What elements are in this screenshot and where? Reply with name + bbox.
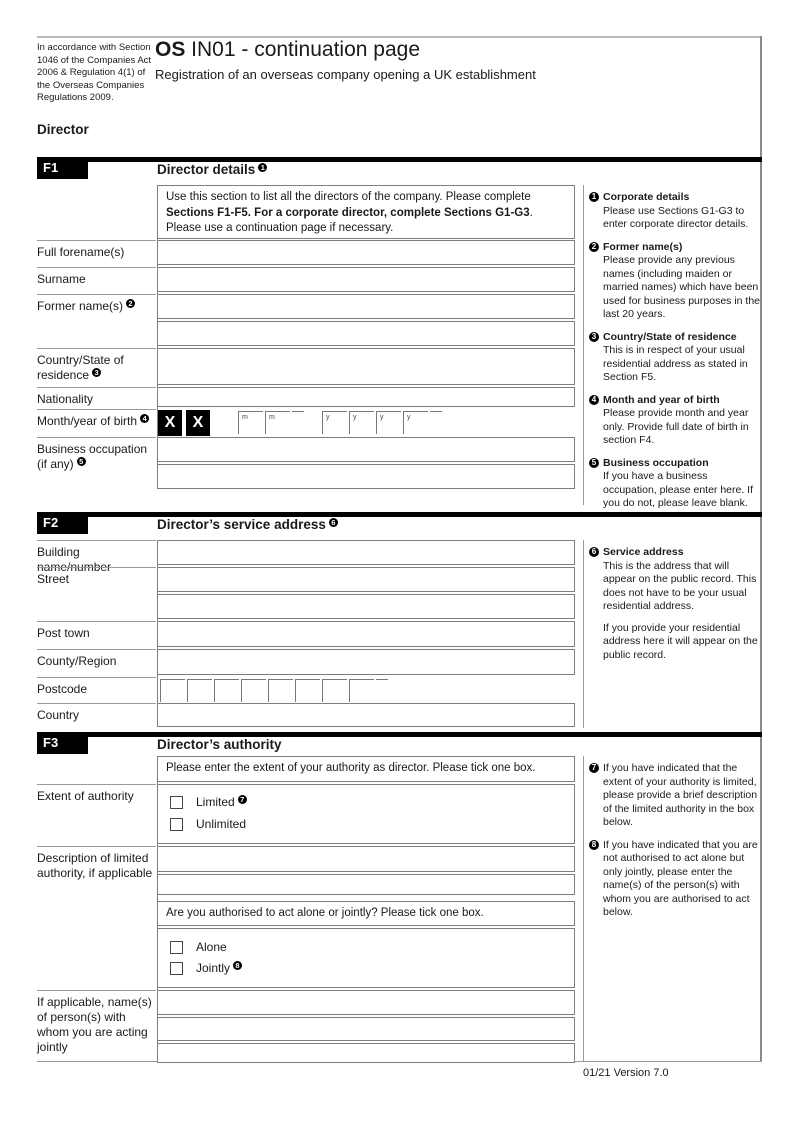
extent-options-box: [157, 784, 575, 844]
county-input[interactable]: [157, 649, 575, 675]
country-input[interactable]: [157, 703, 575, 727]
note-ref-6: 6: [329, 518, 338, 527]
note-4-number: 4: [589, 395, 599, 405]
unlimited-checkbox[interactable]: [170, 818, 183, 831]
postcode-cells: [160, 679, 388, 702]
limited-option: [170, 795, 247, 809]
postcode-cell-6[interactable]: [295, 679, 320, 702]
note-ref-4: 4: [140, 414, 149, 423]
form-title-rest: IN01 - continuation page: [185, 38, 421, 61]
f1-intro-part3: . Please use a continuation page if necessary.: [166, 206, 533, 234]
note-6-body2: If you provide your residential address here it will appear on the public record.: [603, 621, 758, 661]
note-3-title: Country/State of residence: [603, 330, 737, 343]
note-business-occupation: [589, 457, 760, 511]
country-residence-label: [37, 348, 156, 383]
dob-year-cell-2[interactable]: y: [349, 411, 374, 434]
note-7-number: 7: [589, 763, 599, 773]
note-ref-8: 8: [233, 961, 242, 970]
description-label: Description of limited authority, if applicable: [37, 846, 156, 881]
nationality-input[interactable]: [157, 387, 575, 407]
note-2-title: Former name(s): [603, 240, 683, 253]
note-2-body: Please provide any previous names (including maiden or married names) which have been used for business purposes in the last 20 years.: [603, 254, 761, 320]
section-f2-bar: [37, 512, 762, 517]
former-names-input-1[interactable]: [157, 294, 575, 319]
postcode-label: Postcode: [37, 677, 156, 697]
note-2-number: 2: [589, 242, 599, 252]
f1-intro-part2: Sections F1-F5. For a corporate director, complete Sections G1-G3: [166, 206, 530, 219]
dob-month-cell-1[interactable]: m: [238, 411, 263, 434]
section-f2-title: [157, 513, 338, 535]
dob-label-text: Month/year of birth: [37, 414, 138, 428]
note-1-title: Corporate details: [603, 191, 690, 203]
joint-names-label: If applicable, name(s) of person(s) with whom you are acting jointly: [37, 990, 156, 1055]
form-code: OS: [155, 38, 186, 61]
note-service-address: [589, 546, 760, 662]
f1-notes-column: [583, 185, 762, 509]
section-f2-badge: F2: [37, 512, 88, 534]
postcode-cell-5[interactable]: [268, 679, 293, 702]
country-residence-label-text: Country/State of residence: [37, 353, 124, 382]
extent-label: Extent of authority: [37, 784, 156, 804]
note-ref-2: 2: [126, 299, 135, 308]
note-ref-5: 5: [77, 457, 86, 466]
note-6-body: This is the address that will appear on the public record. This does not have to be your usual residential address.: [603, 559, 757, 612]
form-subtitle: Registration of an overseas company opening a UK establishment: [155, 67, 536, 82]
postcode-cell-3[interactable]: [214, 679, 239, 702]
surname-input[interactable]: [157, 267, 575, 292]
joint-names-input-1[interactable]: [157, 990, 575, 1015]
note-country-residence: [589, 331, 760, 385]
f2-notes-column: [583, 540, 762, 728]
section-f1-title-text: Director details: [157, 162, 256, 177]
jointly-option: [170, 961, 242, 975]
limited-option-text: Limited: [196, 795, 235, 809]
statute-reference: In accordance with Section 1046 of the Companies Act 2006 & Regulation 4(1) of the Overseas Companies Regulations 2009.: [37, 42, 152, 104]
dob-crossed-box-1: X: [158, 410, 182, 436]
section-f1-title: [157, 158, 267, 180]
note-former-names: [589, 241, 760, 322]
limited-checkbox[interactable]: [170, 796, 183, 809]
postcode-cell-4[interactable]: [241, 679, 266, 702]
note-jointly-authority: [589, 839, 760, 920]
occupation-label-text: Business occupation (if any): [37, 442, 148, 471]
note-8-body: If you have indicated that you are not authorised to act alone but only jointly, please enter the name(s) of the person(s) with whom you are authorised to act below.: [603, 838, 758, 918]
building-label: Building name/number: [37, 540, 156, 575]
occupation-input-2[interactable]: [157, 464, 575, 489]
note-ref-1: 1: [258, 163, 267, 172]
form-title: [155, 38, 420, 62]
alone-checkbox[interactable]: [170, 941, 183, 954]
part-heading: Director: [37, 122, 89, 137]
postcode-cell-8[interactable]: [349, 679, 374, 702]
dob-year-cell-3[interactable]: y: [376, 411, 401, 434]
f3-notes-column: [583, 756, 762, 1062]
section-f1-badge: F1: [37, 157, 88, 179]
posttown-input[interactable]: [157, 621, 575, 647]
street-input-2[interactable]: [157, 594, 575, 619]
street-input-1[interactable]: [157, 567, 575, 592]
note-1-body: Please use Sections G1-G3 to enter corporate director details.: [603, 204, 749, 230]
surname-label: Surname: [37, 267, 156, 287]
note-5-title: Business occupation: [603, 456, 709, 469]
note-5-number: 5: [589, 458, 599, 468]
jointly-option-label: [196, 961, 242, 975]
postcode-cell-7[interactable]: [322, 679, 347, 702]
dob-year-cell-4[interactable]: y: [403, 411, 428, 434]
limited-option-label: [196, 795, 247, 809]
note-8-number: 8: [589, 840, 599, 850]
former-names-input-2[interactable]: [157, 321, 575, 346]
jointly-checkbox[interactable]: [170, 962, 183, 975]
country-label: Country: [37, 703, 156, 723]
note-1-number: 1: [589, 192, 599, 202]
dob-crossed-box-2: X: [186, 410, 210, 436]
alone-option: [170, 940, 227, 954]
section-f2-title-text: Director’s service address: [157, 517, 326, 532]
note-3-number: 3: [589, 332, 599, 342]
country-residence-input[interactable]: [157, 348, 575, 385]
version-footer: 01/21 Version 7.0: [583, 1067, 669, 1079]
section-f3-bar: [37, 732, 762, 737]
occupation-label: [37, 437, 156, 472]
note-5-body: If you have a business occupation, please enter here. If you do not, please leave blank.: [603, 470, 754, 509]
former-names-label: [37, 294, 156, 314]
occupation-input-1[interactable]: [157, 437, 575, 462]
dob-month-cells: [238, 411, 304, 434]
forename-label: Full forename(s): [37, 240, 156, 260]
f3-intro-box: Please enter the extent of your authority as director. Please tick one box.: [157, 756, 575, 782]
f1-intro-part1: Use this section to list all the directors of the company. Please complete: [166, 191, 531, 203]
dob-month-cells-overhang: [292, 411, 304, 413]
note-4-title: Month and year of birth: [603, 393, 720, 406]
dob-month-cell-2[interactable]: m: [265, 411, 290, 434]
jointly-option-text: Jointly: [196, 961, 231, 975]
joint-question-box: Are you authorised to act alone or jointly? Please tick one box.: [157, 901, 575, 926]
dob-label: [37, 409, 156, 429]
note-ref-3: 3: [92, 368, 101, 377]
alone-option-label: Alone: [196, 940, 227, 954]
forename-input[interactable]: [157, 240, 575, 265]
note-corporate-details: [589, 191, 760, 232]
nationality-label: Nationality: [37, 387, 156, 407]
note-4-body: Please provide month and year only. Provide full date of birth in section F4.: [603, 407, 749, 446]
postcode-cell-1[interactable]: [160, 679, 185, 702]
section-f3-badge: F3: [37, 732, 88, 754]
note-6-title: Service address: [603, 546, 684, 558]
section-f3-title: Director’s authority: [157, 737, 282, 752]
section-f1-bar: [37, 157, 762, 162]
note-ref-7: 7: [238, 795, 247, 804]
former-names-label-text: Former name(s): [37, 299, 124, 313]
f1-intro-box: [157, 185, 575, 239]
county-label: County/Region: [37, 649, 156, 669]
dob-crossed-day-boxes: [158, 410, 214, 436]
description-input-1[interactable]: [157, 846, 575, 872]
note-limited-authority: [589, 762, 760, 830]
unlimited-option-label: Unlimited: [196, 817, 247, 831]
note-3-body: This is in respect of your usual residential address as stated in Section F5.: [603, 344, 748, 383]
unlimited-option: [170, 817, 246, 831]
note-7-body: If you have indicated that the extent of your authority is limited, please provide a brief description of the limited authority in the box below.: [603, 762, 758, 828]
postcode-cell-2[interactable]: [187, 679, 212, 702]
postcode-cells-overhang: [376, 679, 388, 681]
alone-jointly-options-box: [157, 928, 575, 988]
note-6-number: 6: [589, 547, 599, 557]
dob-year-cells: [322, 411, 442, 434]
posttown-label: Post town: [37, 621, 156, 641]
street-label: Street: [37, 567, 156, 587]
dob-year-cells-overhang: [430, 411, 442, 413]
building-input[interactable]: [157, 540, 575, 565]
description-input-2[interactable]: [157, 874, 575, 895]
joint-names-input-3[interactable]: [157, 1043, 575, 1063]
note-month-year-birth: [589, 394, 760, 448]
joint-names-input-2[interactable]: [157, 1017, 575, 1041]
dob-year-cell-1[interactable]: y: [322, 411, 347, 434]
